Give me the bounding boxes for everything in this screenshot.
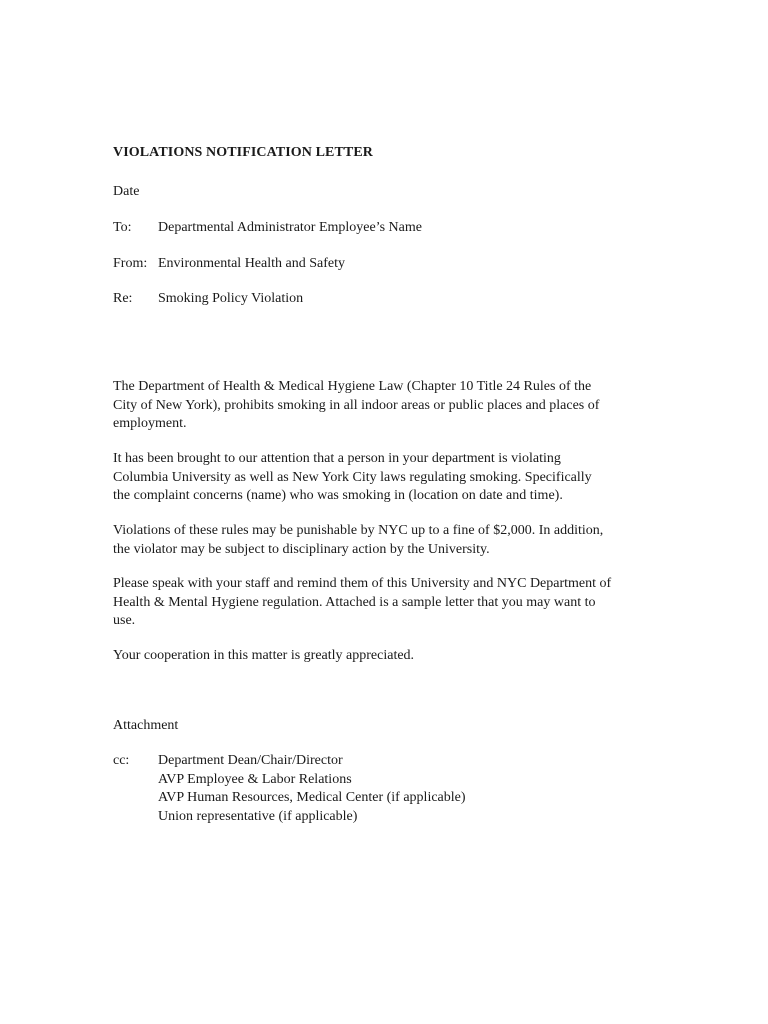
paragraph-line: Health & Mental Hygiene regulation. Attached is a sample letter that you may want to xyxy=(113,594,596,610)
from-line xyxy=(113,255,345,273)
attachment-label: Attachment xyxy=(113,718,179,733)
paragraph-line: Please speak with your staff and remind them of this University and NYC Department of xyxy=(113,576,612,591)
cc-label: cc: xyxy=(113,753,130,768)
cc-recipient-list xyxy=(158,752,466,826)
letter-page xyxy=(113,0,673,1024)
cc-recipient: AVP Employee & Labor Relations xyxy=(158,771,352,787)
paragraph-line: The Department of Health & Medical Hygiene Law (Chapter 10 Title 24 Rules of the xyxy=(113,379,592,394)
paragraph-closing xyxy=(113,647,653,666)
cc-recipient: Department Dean/Chair/Director xyxy=(158,753,343,768)
date-line: Date xyxy=(113,184,140,199)
re-line xyxy=(113,290,303,308)
paragraph-law xyxy=(113,378,653,434)
paragraph-line: It has been brought to our attention that a person in your department is violating xyxy=(113,451,561,466)
paragraph-request xyxy=(113,575,653,631)
paragraph-line: use. xyxy=(113,613,136,628)
paragraph-line: Violations of these rules may be punishable by NYC up to a fine of $2,000. In addition, xyxy=(113,523,604,538)
cc-recipient: Union representative (if applicable) xyxy=(158,808,358,824)
to-value: Departmental Administrator Employee’s Name xyxy=(158,220,422,235)
to-label: To: xyxy=(113,220,132,235)
paragraph-penalties xyxy=(113,522,653,559)
paragraph-line: City of New York), prohibits smoking in all indoor areas or public places and places of xyxy=(113,397,600,413)
paragraph-line: employment. xyxy=(113,416,187,431)
paragraph-line: Your cooperation in this matter is greatly appreciated. xyxy=(113,648,415,663)
re-value: Smoking Policy Violation xyxy=(158,291,304,306)
from-value: Environmental Health and Safety xyxy=(158,256,345,271)
cc-recipient: AVP Human Resources, Medical Center (if applicable) xyxy=(158,790,466,805)
paragraph-line: the violator may be subject to disciplinary action by the University. xyxy=(113,541,490,557)
from-label: From: xyxy=(113,256,148,271)
paragraph-complaint xyxy=(113,450,653,506)
letter-title: VIOLATIONS NOTIFICATION LETTER xyxy=(113,145,373,160)
paragraph-line: Columbia University as well as New York City laws regulating smoking. Specifically xyxy=(113,469,592,485)
re-label: Re: xyxy=(113,291,133,306)
paragraph-line: the complaint concerns (name) who was smoking in (location on date and time). xyxy=(113,488,563,503)
to-line xyxy=(113,219,422,237)
